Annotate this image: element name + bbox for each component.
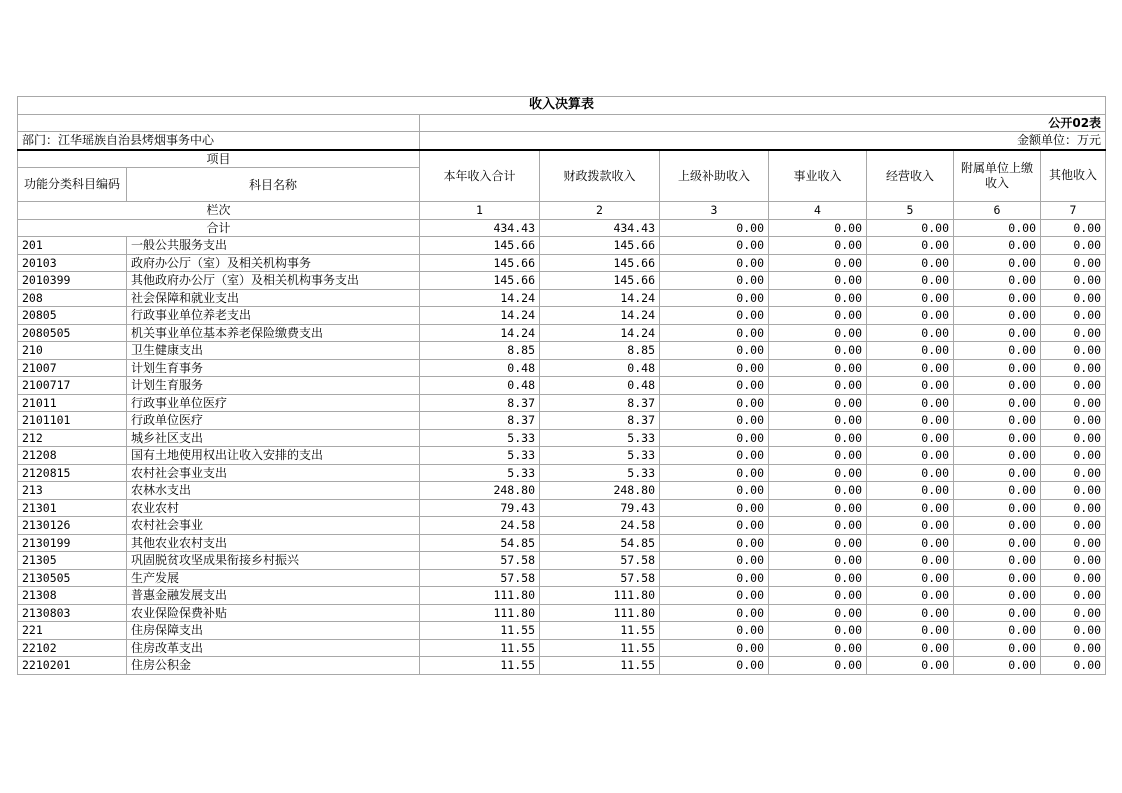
total-value-cell: 0.00 <box>867 219 954 237</box>
subject-name-cell: 城乡社区支出 <box>127 429 420 447</box>
amount-cell: 0.00 <box>954 464 1041 482</box>
amount-cell: 0.00 <box>660 377 769 395</box>
amount-cell: 0.48 <box>420 359 540 377</box>
amount-cell: 0.00 <box>867 464 954 482</box>
table-row <box>18 307 1106 325</box>
subject-name-cell: 行政事业单位医疗 <box>127 394 420 412</box>
amount-cell: 145.66 <box>420 254 540 272</box>
department-name: 部门：江华瑶族自治县烤烟事务中心 <box>18 132 420 150</box>
header-operating: 经营收入 <box>867 150 954 202</box>
total-value-cell: 0.00 <box>660 219 769 237</box>
column-index-cell: 4 <box>769 202 867 220</box>
amount-cell: 0.00 <box>769 289 867 307</box>
amount-cell: 57.58 <box>540 569 660 587</box>
table-row <box>18 447 1106 465</box>
column-index-cell: 6 <box>954 202 1041 220</box>
header-other: 其他收入 <box>1041 150 1106 202</box>
amount-cell: 11.55 <box>420 657 540 675</box>
table-row <box>18 394 1106 412</box>
column-index-cell: 7 <box>1041 202 1106 220</box>
amount-cell: 0.00 <box>954 639 1041 657</box>
amount-cell: 0.00 <box>954 324 1041 342</box>
table-row <box>18 587 1106 605</box>
table-row <box>18 272 1106 290</box>
amount-cell: 0.00 <box>660 447 769 465</box>
amount-cell: 0.00 <box>660 499 769 517</box>
amount-cell: 0.00 <box>660 464 769 482</box>
amount-cell: 0.00 <box>954 254 1041 272</box>
subject-code-cell: 201 <box>18 237 127 255</box>
subject-code-cell: 21007 <box>18 359 127 377</box>
amount-cell: 0.00 <box>1041 517 1106 535</box>
amount-cell: 0.00 <box>769 464 867 482</box>
total-label: 合计 <box>18 219 420 237</box>
subject-name-cell: 住房保障支出 <box>127 622 420 640</box>
amount-cell: 0.00 <box>660 552 769 570</box>
amount-cell: 54.85 <box>420 534 540 552</box>
amount-cell: 0.00 <box>867 377 954 395</box>
amount-cell: 111.80 <box>540 604 660 622</box>
subject-name-cell: 普惠金融发展支出 <box>127 587 420 605</box>
subject-name-cell: 国有土地使用权出让收入安排的支出 <box>127 447 420 465</box>
amount-cell: 0.00 <box>769 237 867 255</box>
amount-cell: 14.24 <box>420 324 540 342</box>
income-final-accounts-table <box>17 96 1106 675</box>
amount-cell: 248.80 <box>420 482 540 500</box>
header-row-1 <box>18 150 1106 168</box>
amount-cell: 0.00 <box>769 254 867 272</box>
table-row <box>18 237 1106 255</box>
total-value-cell: 434.43 <box>420 219 540 237</box>
amount-cell: 0.00 <box>769 412 867 430</box>
amount-cell: 79.43 <box>540 499 660 517</box>
subject-code-cell: 213 <box>18 482 127 500</box>
amount-cell: 0.00 <box>954 359 1041 377</box>
subject-code-cell: 22102 <box>18 639 127 657</box>
amount-cell: 0.48 <box>540 359 660 377</box>
amount-cell: 0.00 <box>867 342 954 360</box>
amount-cell: 0.00 <box>867 517 954 535</box>
amount-cell: 0.00 <box>769 604 867 622</box>
header-fiscal: 财政拨款收入 <box>540 150 660 202</box>
subject-code-cell: 21301 <box>18 499 127 517</box>
form-code-row <box>18 114 1106 132</box>
amount-cell: 0.00 <box>660 482 769 500</box>
amount-cell: 11.55 <box>420 622 540 640</box>
table-row <box>18 429 1106 447</box>
header-business: 事业收入 <box>769 150 867 202</box>
table-row <box>18 639 1106 657</box>
column-index-label: 栏次 <box>18 202 420 220</box>
amount-cell: 0.00 <box>660 639 769 657</box>
amount-cell: 0.00 <box>867 412 954 430</box>
amount-cell: 14.24 <box>540 307 660 325</box>
amount-cell: 5.33 <box>540 464 660 482</box>
department-row <box>18 132 1106 150</box>
amount-cell: 0.00 <box>867 534 954 552</box>
subject-name-cell: 农业保险保费补贴 <box>127 604 420 622</box>
total-row <box>18 219 1106 237</box>
subject-code-cell: 2080505 <box>18 324 127 342</box>
amount-cell: 0.00 <box>867 482 954 500</box>
amount-cell: 0.00 <box>769 499 867 517</box>
amount-cell: 0.00 <box>1041 359 1106 377</box>
subject-code-cell: 212 <box>18 429 127 447</box>
amount-cell: 0.00 <box>660 272 769 290</box>
amount-cell: 11.55 <box>540 657 660 675</box>
amount-cell: 0.00 <box>954 447 1041 465</box>
amount-cell: 0.00 <box>769 622 867 640</box>
amount-cell: 0.00 <box>1041 499 1106 517</box>
header-affiliated: 附属单位上缴收入 <box>954 150 1041 202</box>
amount-cell: 0.00 <box>954 307 1041 325</box>
amount-cell: 145.66 <box>540 237 660 255</box>
amount-cell: 0.00 <box>660 569 769 587</box>
amount-cell: 8.37 <box>540 412 660 430</box>
subject-code-cell: 2100717 <box>18 377 127 395</box>
amount-cell: 0.00 <box>867 639 954 657</box>
amount-cell: 111.80 <box>420 587 540 605</box>
subject-code-cell: 2210201 <box>18 657 127 675</box>
amount-cell: 0.00 <box>660 289 769 307</box>
subject-code-cell: 2130505 <box>18 569 127 587</box>
amount-cell: 0.00 <box>954 552 1041 570</box>
amount-cell: 0.00 <box>954 237 1041 255</box>
total-value-cell: 0.00 <box>1041 219 1106 237</box>
amount-cell: 0.00 <box>867 499 954 517</box>
amount-cell: 0.00 <box>954 587 1041 605</box>
amount-cell: 0.00 <box>660 342 769 360</box>
amount-cell: 0.00 <box>867 587 954 605</box>
subject-code-cell: 20805 <box>18 307 127 325</box>
amount-cell: 0.00 <box>769 569 867 587</box>
table-body <box>18 97 1106 675</box>
subject-name-cell: 政府办公厅（室）及相关机构事务 <box>127 254 420 272</box>
subject-name-cell: 农林水支出 <box>127 482 420 500</box>
amount-cell: 145.66 <box>420 272 540 290</box>
subject-name-cell: 行政单位医疗 <box>127 412 420 430</box>
subject-name-cell: 机关事业单位基本养老保险缴费支出 <box>127 324 420 342</box>
table-row <box>18 569 1106 587</box>
amount-cell: 0.00 <box>1041 342 1106 360</box>
amount-cell: 0.00 <box>769 377 867 395</box>
subject-code-cell: 21208 <box>18 447 127 465</box>
amount-cell: 0.00 <box>660 534 769 552</box>
subject-name-cell: 其他农业农村支出 <box>127 534 420 552</box>
amount-cell: 8.37 <box>420 412 540 430</box>
amount-cell: 0.00 <box>660 412 769 430</box>
subject-name-cell: 行政事业单位养老支出 <box>127 307 420 325</box>
amount-cell: 0.00 <box>867 622 954 640</box>
amount-cell: 0.00 <box>954 622 1041 640</box>
amount-cell: 0.00 <box>954 657 1041 675</box>
subject-code-cell: 2130803 <box>18 604 127 622</box>
amount-cell: 0.00 <box>954 517 1041 535</box>
amount-cell: 0.00 <box>1041 237 1106 255</box>
subject-code-cell: 2130126 <box>18 517 127 535</box>
amount-cell: 0.00 <box>1041 622 1106 640</box>
header-total: 本年收入合计 <box>420 150 540 202</box>
amount-cell: 0.00 <box>660 394 769 412</box>
table-row <box>18 622 1106 640</box>
amount-cell: 145.66 <box>540 254 660 272</box>
subject-code-cell: 2010399 <box>18 272 127 290</box>
subject-name-cell: 其他政府办公厅（室）及相关机构事务支出 <box>127 272 420 290</box>
amount-cell: 5.33 <box>420 429 540 447</box>
subject-name-cell: 住房公积金 <box>127 657 420 675</box>
subject-code-cell: 21011 <box>18 394 127 412</box>
amount-cell: 0.00 <box>954 569 1041 587</box>
amount-cell: 0.00 <box>1041 272 1106 290</box>
amount-cell: 0.00 <box>1041 394 1106 412</box>
amount-cell: 0.00 <box>660 324 769 342</box>
amount-cell: 14.24 <box>540 289 660 307</box>
header-code: 功能分类科目编码 <box>18 168 127 202</box>
subject-code-cell: 2130199 <box>18 534 127 552</box>
amount-cell: 145.66 <box>420 237 540 255</box>
amount-cell: 0.00 <box>954 377 1041 395</box>
table-row <box>18 412 1106 430</box>
amount-cell: 0.00 <box>769 429 867 447</box>
amount-cell: 24.58 <box>540 517 660 535</box>
amount-cell: 0.00 <box>1041 324 1106 342</box>
amount-cell: 79.43 <box>420 499 540 517</box>
amount-cell: 0.00 <box>1041 552 1106 570</box>
amount-cell: 145.66 <box>540 272 660 290</box>
subject-name-cell: 社会保障和就业支出 <box>127 289 420 307</box>
table-row <box>18 657 1106 675</box>
amount-cell: 0.00 <box>1041 289 1106 307</box>
amount-cell: 0.00 <box>660 359 769 377</box>
amount-cell: 0.00 <box>1041 464 1106 482</box>
blank-cell <box>18 114 420 132</box>
table-row <box>18 534 1106 552</box>
subject-code-cell: 221 <box>18 622 127 640</box>
amount-cell: 0.00 <box>769 482 867 500</box>
amount-cell: 57.58 <box>420 552 540 570</box>
amount-cell: 0.00 <box>1041 307 1106 325</box>
amount-cell: 0.00 <box>867 359 954 377</box>
column-index-cell: 2 <box>540 202 660 220</box>
amount-cell: 0.00 <box>954 342 1041 360</box>
amount-cell: 0.00 <box>1041 254 1106 272</box>
amount-cell: 0.00 <box>867 429 954 447</box>
amount-cell: 0.00 <box>954 272 1041 290</box>
total-value-cell: 434.43 <box>540 219 660 237</box>
amount-cell: 0.00 <box>1041 657 1106 675</box>
subject-name-cell: 生产发展 <box>127 569 420 587</box>
header-name: 科目名称 <box>127 168 420 202</box>
amount-cell: 0.00 <box>660 254 769 272</box>
subject-name-cell: 农村社会事业支出 <box>127 464 420 482</box>
table-row <box>18 289 1106 307</box>
amount-cell: 0.00 <box>1041 447 1106 465</box>
amount-cell: 5.33 <box>540 447 660 465</box>
table-row <box>18 342 1106 360</box>
amount-cell: 111.80 <box>540 587 660 605</box>
subject-code-cell: 2120815 <box>18 464 127 482</box>
amount-cell: 0.00 <box>954 394 1041 412</box>
amount-cell: 0.00 <box>867 657 954 675</box>
amount-cell: 0.00 <box>769 342 867 360</box>
table-row <box>18 552 1106 570</box>
amount-cell: 0.00 <box>954 482 1041 500</box>
column-index-row <box>18 202 1106 220</box>
header-item: 项目 <box>18 150 420 168</box>
table-title: 收入决算表 <box>18 97 1106 115</box>
amount-cell: 14.24 <box>540 324 660 342</box>
amount-cell: 0.00 <box>769 534 867 552</box>
table-row <box>18 464 1106 482</box>
amount-cell: 8.85 <box>540 342 660 360</box>
amount-cell: 57.58 <box>420 569 540 587</box>
table-row <box>18 377 1106 395</box>
column-index-cell: 5 <box>867 202 954 220</box>
table-row <box>18 499 1106 517</box>
amount-cell: 11.55 <box>420 639 540 657</box>
amount-cell: 0.00 <box>954 604 1041 622</box>
amount-cell: 11.55 <box>540 639 660 657</box>
amount-cell: 0.00 <box>954 499 1041 517</box>
amount-cell: 5.33 <box>420 464 540 482</box>
amount-cell: 0.00 <box>1041 604 1106 622</box>
amount-cell: 0.00 <box>867 307 954 325</box>
subject-code-cell: 210 <box>18 342 127 360</box>
column-index-cell: 1 <box>420 202 540 220</box>
subject-code-cell: 208 <box>18 289 127 307</box>
amount-cell: 0.00 <box>1041 587 1106 605</box>
amount-cell: 0.00 <box>660 517 769 535</box>
table-row <box>18 604 1106 622</box>
amount-cell: 14.24 <box>420 289 540 307</box>
amount-cell: 0.00 <box>769 307 867 325</box>
amount-cell: 0.00 <box>660 429 769 447</box>
amount-cell: 0.00 <box>867 604 954 622</box>
subject-code-cell: 20103 <box>18 254 127 272</box>
amount-cell: 0.00 <box>769 324 867 342</box>
amount-cell: 0.00 <box>660 587 769 605</box>
amount-cell: 0.00 <box>867 254 954 272</box>
subject-name-cell: 计划生育事务 <box>127 359 420 377</box>
table-row <box>18 324 1106 342</box>
amount-cell: 57.58 <box>540 552 660 570</box>
amount-cell: 0.00 <box>954 289 1041 307</box>
amount-cell: 0.00 <box>867 237 954 255</box>
total-value-cell: 0.00 <box>954 219 1041 237</box>
amount-cell: 0.00 <box>1041 534 1106 552</box>
amount-cell: 0.00 <box>660 237 769 255</box>
amount-cell: 0.00 <box>867 569 954 587</box>
subject-code-cell: 21305 <box>18 552 127 570</box>
amount-cell: 0.00 <box>1041 377 1106 395</box>
subject-code-cell: 21308 <box>18 587 127 605</box>
amount-cell: 54.85 <box>540 534 660 552</box>
amount-cell: 0.48 <box>420 377 540 395</box>
amount-cell: 8.37 <box>420 394 540 412</box>
total-value-cell: 0.00 <box>769 219 867 237</box>
amount-cell: 0.00 <box>660 622 769 640</box>
amount-cell: 0.00 <box>867 552 954 570</box>
amount-cell: 0.48 <box>540 377 660 395</box>
amount-cell: 0.00 <box>954 412 1041 430</box>
subject-name-cell: 住房改革支出 <box>127 639 420 657</box>
title-row <box>18 97 1106 115</box>
subject-name-cell: 农业农村 <box>127 499 420 517</box>
amount-cell: 5.33 <box>540 429 660 447</box>
subject-name-cell: 农村社会事业 <box>127 517 420 535</box>
amount-cell: 8.37 <box>540 394 660 412</box>
amount-cell: 0.00 <box>954 429 1041 447</box>
subject-name-cell: 一般公共服务支出 <box>127 237 420 255</box>
amount-cell: 0.00 <box>867 447 954 465</box>
table-row <box>18 482 1106 500</box>
amount-cell: 0.00 <box>867 394 954 412</box>
amount-cell: 111.80 <box>420 604 540 622</box>
amount-cell: 248.80 <box>540 482 660 500</box>
column-index-cell: 3 <box>660 202 769 220</box>
amount-cell: 0.00 <box>769 639 867 657</box>
amount-cell: 14.24 <box>420 307 540 325</box>
amount-cell: 0.00 <box>769 517 867 535</box>
amount-cell: 0.00 <box>1041 639 1106 657</box>
table-row <box>18 517 1106 535</box>
amount-cell: 0.00 <box>954 534 1041 552</box>
amount-cell: 0.00 <box>1041 429 1106 447</box>
amount-cell: 0.00 <box>660 604 769 622</box>
amount-cell: 0.00 <box>660 307 769 325</box>
header-superior: 上级补助收入 <box>660 150 769 202</box>
amount-cell: 5.33 <box>420 447 540 465</box>
amount-cell: 0.00 <box>867 272 954 290</box>
amount-cell: 0.00 <box>1041 412 1106 430</box>
subject-name-cell: 计划生育服务 <box>127 377 420 395</box>
amount-cell: 0.00 <box>769 657 867 675</box>
amount-cell: 0.00 <box>769 552 867 570</box>
amount-cell: 0.00 <box>769 394 867 412</box>
table-row <box>18 359 1106 377</box>
amount-cell: 0.00 <box>1041 482 1106 500</box>
amount-cell: 0.00 <box>867 324 954 342</box>
amount-cell: 0.00 <box>769 447 867 465</box>
amount-cell: 0.00 <box>1041 569 1106 587</box>
amount-cell: 0.00 <box>660 657 769 675</box>
amount-cell: 0.00 <box>769 272 867 290</box>
amount-cell: 0.00 <box>769 587 867 605</box>
subject-name-cell: 卫生健康支出 <box>127 342 420 360</box>
subject-name-cell: 巩固脱贫攻坚成果衔接乡村振兴 <box>127 552 420 570</box>
amount-unit: 金额单位：万元 <box>420 132 1106 150</box>
amount-cell: 0.00 <box>769 359 867 377</box>
amount-cell: 11.55 <box>540 622 660 640</box>
amount-cell: 0.00 <box>867 289 954 307</box>
form-code: 公开02表 <box>420 114 1106 132</box>
subject-code-cell: 2101101 <box>18 412 127 430</box>
amount-cell: 8.85 <box>420 342 540 360</box>
amount-cell: 24.58 <box>420 517 540 535</box>
table-row <box>18 254 1106 272</box>
